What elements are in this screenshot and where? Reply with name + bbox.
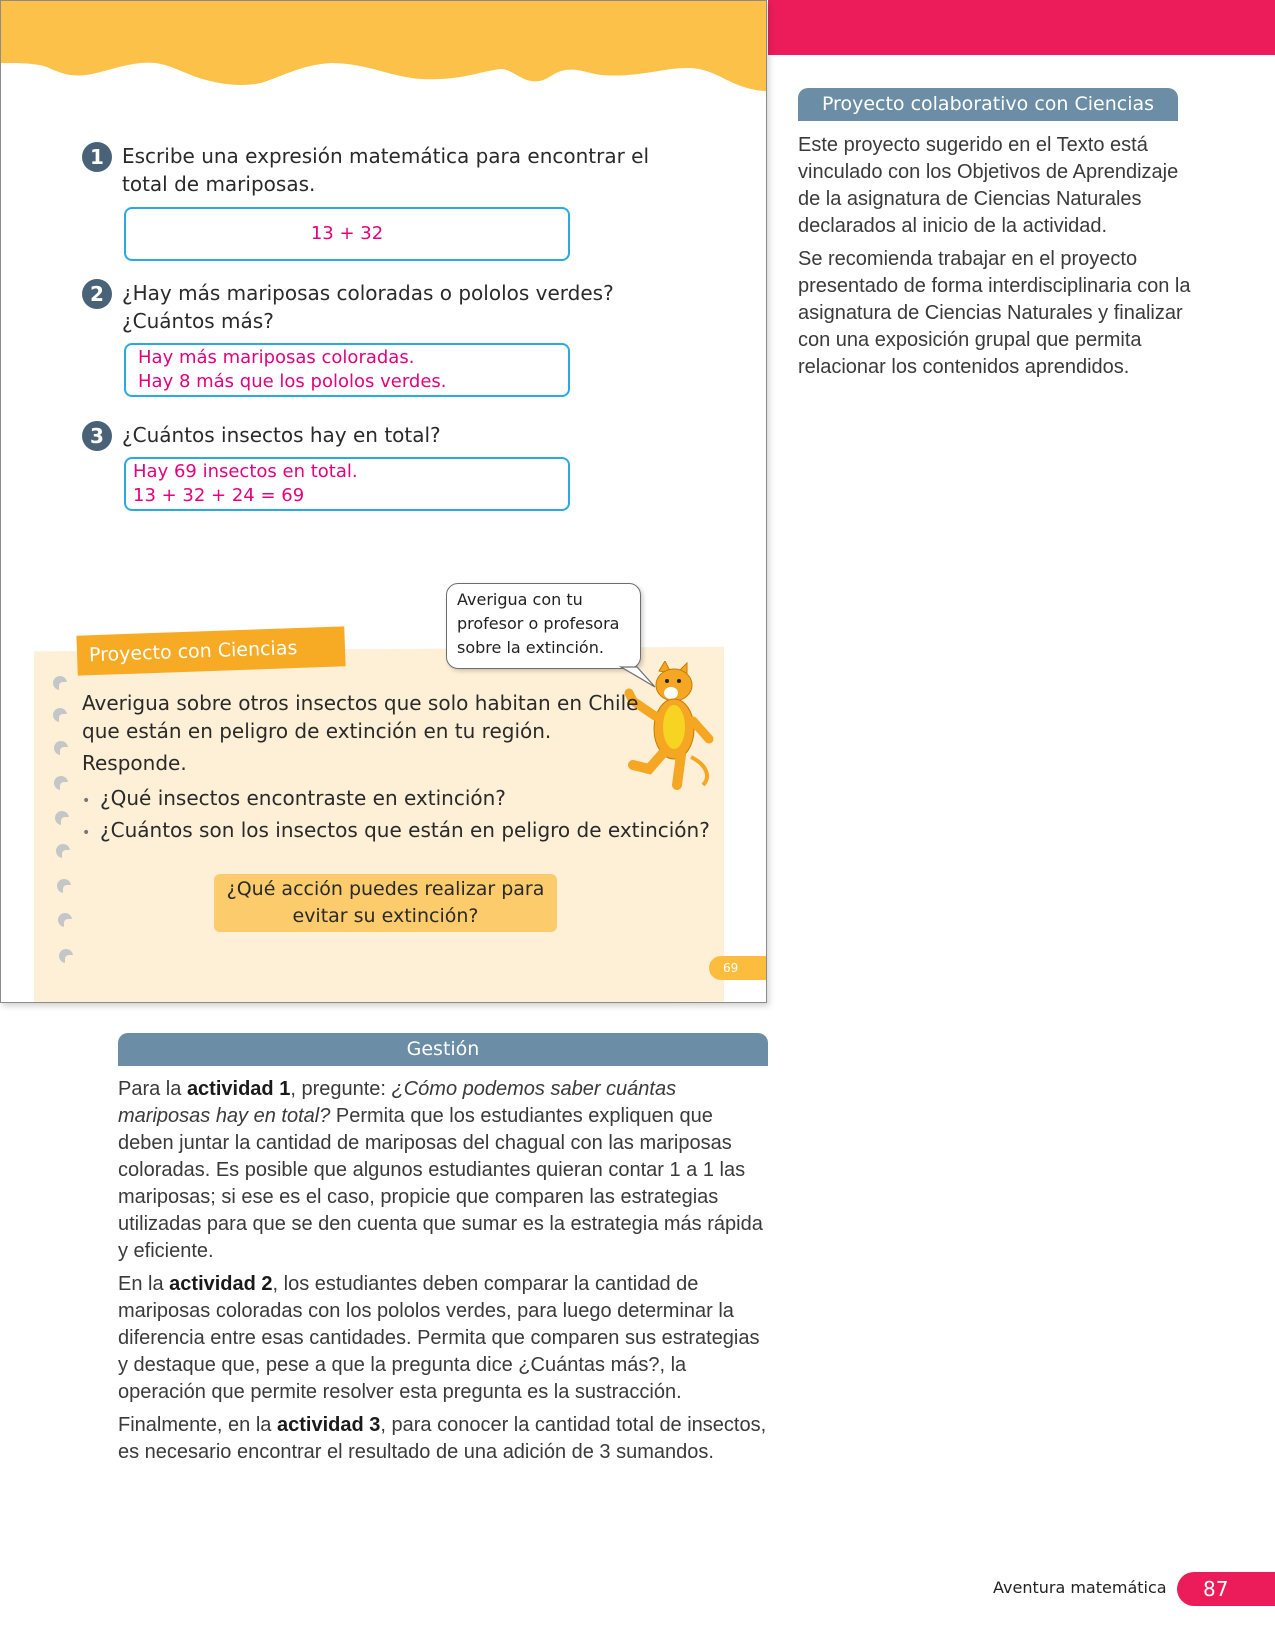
gestion-body [118, 1076, 773, 1472]
footer-book-title: Aventura matemática [993, 1578, 1167, 1597]
ring-hole-icon [53, 708, 67, 722]
question-number-badge: 1 [82, 142, 112, 172]
answer-line: 13 + 32 + 24 = 69 [133, 485, 305, 506]
ring-hole-icon [59, 949, 73, 963]
bullet-icon: • [82, 793, 91, 809]
bubble-line: sobre la extinción. [457, 638, 604, 657]
wave-banner [1, 1, 767, 96]
footer-page-number: 87 [1177, 1572, 1275, 1606]
bullet-item [82, 816, 710, 847]
answer-line: Hay 69 insectos en total. [133, 461, 358, 482]
bubble-line: profesor o profesora [457, 614, 620, 633]
bullet-text: ¿Cuántos son los insectos que están en peligro de extinción? [100, 818, 710, 842]
student-page-thumbnail [0, 0, 767, 1003]
bullet-text: ¿Qué insectos encontraste en extinción? [100, 786, 506, 810]
question-number-badge: 3 [82, 421, 112, 451]
answer-line: Hay 8 más que los pololos verdes. [138, 371, 447, 392]
sidebar-body [798, 132, 1198, 387]
project-tab-label: Proyecto con Ciencias [76, 626, 345, 675]
answer-box-1 [124, 207, 570, 261]
sidebar-paragraph: Se recomienda trabajar en el proyecto presentado de forma interdisciplinaria con la asignatura de Ciencias Naturales y finalizar con una exposición grupal que permita relacionar los contenidos aprendidos. [798, 248, 1191, 378]
callout-line: ¿Qué acción puedes realizar para [226, 878, 545, 900]
ring-hole-icon [54, 741, 68, 755]
question-text: ¿Cuántos insectos hay en total? [122, 423, 441, 447]
bullet-icon: • [82, 825, 91, 841]
answer-line: 13 + 32 [310, 223, 384, 244]
callout-line: evitar su extinción? [292, 905, 479, 927]
bubble-line: Averigua con tu [457, 590, 583, 609]
project-intro [82, 689, 638, 745]
answer-line: Hay más mariposas coloradas. [138, 347, 415, 368]
ring-hole-icon [55, 811, 69, 825]
sidebar-header: Proyecto colaborativo con Ciencias [798, 88, 1178, 121]
sidebar-paragraph: Este proyecto sugerido en el Texto está vinculado con los Objetivos de Aprendizaje de la asignatura de Ciencias Naturales declarados al inicio de la actividad. [798, 134, 1179, 237]
answer-box-3 [124, 457, 570, 511]
gestion-paragraph-2: En la actividad 2, los estudiantes deben comparar la cantidad de mariposas coloradas con los pololos verdes, para luego determinar la diferencia entre esas cantidades. Permita que comparen sus estrategias y destaque que, pese a que la pregunta dice ¿Cuántas más?, la operación que permite resolver esta pregunta es la sustracción. [118, 1273, 760, 1403]
question-text: ¿Hay más mariposas coloradas o pololos verdes? ¿Cuántos más? [122, 281, 614, 333]
bullet-item [82, 784, 506, 815]
gestion-header: Gestión [118, 1033, 768, 1066]
question-number-badge: 2 [82, 279, 112, 309]
speech-bubble [446, 583, 641, 669]
ring-hole-icon [57, 879, 71, 893]
gestion-paragraph-3: Finalmente, en la actividad 3, para conocer la cantidad total de insectos, es necesario encontrar el resultado de una adición de 3 sumandos. [118, 1414, 767, 1463]
ring-hole-icon [54, 776, 68, 790]
ring-hole-icon [58, 913, 72, 927]
intro-line: Averigua sobre otros insectos que solo habitan en Chile [82, 691, 639, 715]
ring-hole-icon [56, 844, 70, 858]
ring-hole-icon [53, 676, 67, 690]
question-text: Escribe una expresión matemática para encontrar el total de mariposas. [122, 144, 650, 196]
respond-label: Responde. [82, 751, 187, 775]
student-page-number: 69 [709, 956, 767, 980]
intro-line: que están en peligro de extinción en tu región. [82, 719, 552, 743]
top-accent-bar [768, 0, 1275, 55]
reflection-callout [214, 874, 557, 932]
answer-box-2 [124, 343, 570, 397]
gestion-paragraph-1: Para la actividad 1, pregunte: ¿Cómo podemos saber cuántas mariposas hay en total? Permita que los estudiantes expliquen que deben juntar la cantidad de mariposas del chagual con las mariposas coloradas. Es posible que algunos estudiantes quieran contar 1 a 1 las mariposas; si ese es el caso, propicie que comparen las estrategias utilizadas para que se den cuenta que sumar es la estrategia más rápida y eficiente. [118, 1078, 763, 1262]
